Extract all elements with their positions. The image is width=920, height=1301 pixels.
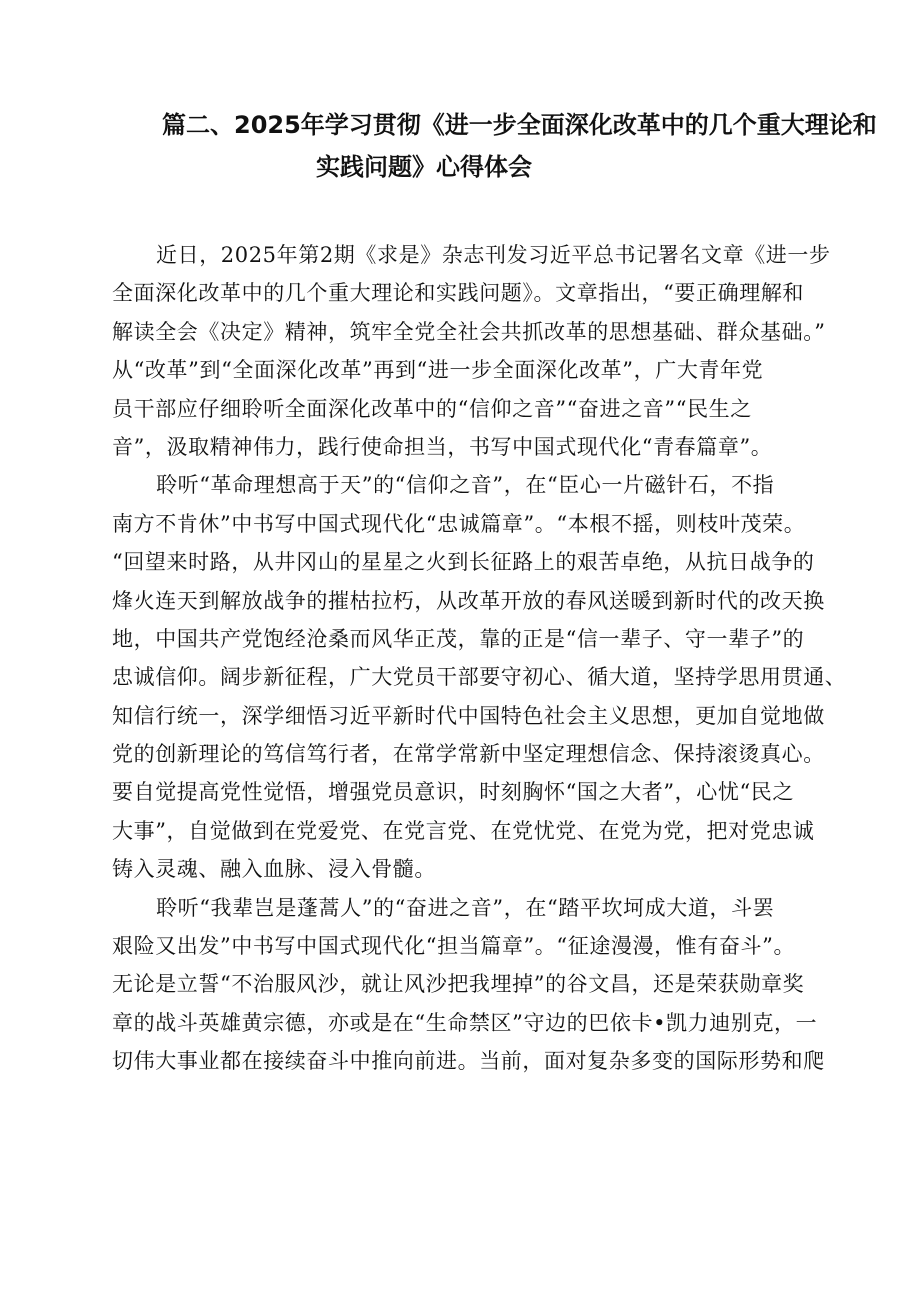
document-body <box>112 236 847 1081</box>
text-line: 地，中国共产党饱经沧桑而风华正茂，靠的正是“信一辈子、守一辈子”的 <box>112 626 805 651</box>
text-line: 知信行统一，深学细悟习近平新时代中国特色社会主义思想，更加自觉地做 <box>112 703 825 728</box>
text-line: 铸入灵魂、融入血脉、浸入骨髓。 <box>112 857 436 882</box>
text-line: 音”，汲取精神伟力，践行使命担当，书写中国式现代化“青春篇章”。 <box>112 434 773 459</box>
text-line: 南方不肯休”中书写中国式现代化“忠诚篇章”。“本根不摇，则枝叶茂荣。 <box>112 511 806 536</box>
text-line: 党的创新理论的笃信笃行者，在常学常新中坚定理想信念、保持滚烫真心。 <box>112 742 825 767</box>
title-line: 实践问题》心得体会 <box>316 153 532 181</box>
text-line: 聆听“我辈岂是蓬蒿人”的“奋进之音”，在“踏平坎坷成大道，斗罢 <box>156 895 775 920</box>
text-line: 大事”，自觉做到在党爱党、在党言党、在党忧党、在党为党，把对党忠诚 <box>112 818 815 843</box>
text-line: 忠诚信仰。阔步新征程，广大党员干部要守初心、循大道，坚持学思用贯通、 <box>112 665 847 690</box>
text-line: “回望来时路，从井冈山的星星之火到长征路上的艰苦卓绝，从抗日战争的 <box>112 550 815 575</box>
text-line: 章的战斗英雄黄宗德，亦或是在“生命禁区”守边的巴依卡•凯力迪别克，一 <box>112 1010 818 1035</box>
text-line: 全面深化改革中的几个重大理论和实践问题》。文章指出，“要正确理解和 <box>112 281 805 306</box>
paragraph-3 <box>112 889 832 1081</box>
paragraph-1 <box>112 236 832 466</box>
title-line: 篇二、2025年学习贯彻《进一步全面深化改革中的几个重大理论和 <box>162 111 877 139</box>
text-line: 无论是立誓“不治服风沙，就让风沙把我埋掉”的谷文昌，还是荣获勋章奖 <box>112 972 805 997</box>
text-line: 员干部应仔细聆听全面深化改革中的“信仰之音”“奋进之音”“民生之 <box>112 396 752 421</box>
text-line: 烽火连天到解放战争的摧枯拉朽，从改革开放的春风送暖到新时代的改天换 <box>112 588 825 613</box>
text-line: 解读全会《决定》精神，筑牢全党全社会共抓改革的思想基础、群众基础。” <box>112 319 826 344</box>
text-line: 近日，2025年第2期《求是》杂志刊发习近平总书记署名文章《进一步 <box>156 243 831 267</box>
document-title <box>100 104 877 188</box>
text-line: 从“改革”到“全面深化改革”再到“进一步全面深化改革”，广大青年党 <box>112 358 764 383</box>
text-line: 要自觉提高党性觉悟，增强党员意识，时刻胸怀“国之大者”，心忧“民之 <box>112 780 795 805</box>
text-line: 艰险又出发”中书写中国式现代化“担当篇章”。“征途漫漫，惟有奋斗”。 <box>112 934 796 959</box>
paragraph-2 <box>112 466 847 888</box>
text-line: 切伟大事业都在接续奋斗中推向前进。当前，面对复杂多变的国际形势和爬 <box>112 1049 825 1074</box>
text-line: 聆听“革命理想高于天”的“信仰之音”，在“臣心一片磁针石，不指 <box>156 473 775 498</box>
